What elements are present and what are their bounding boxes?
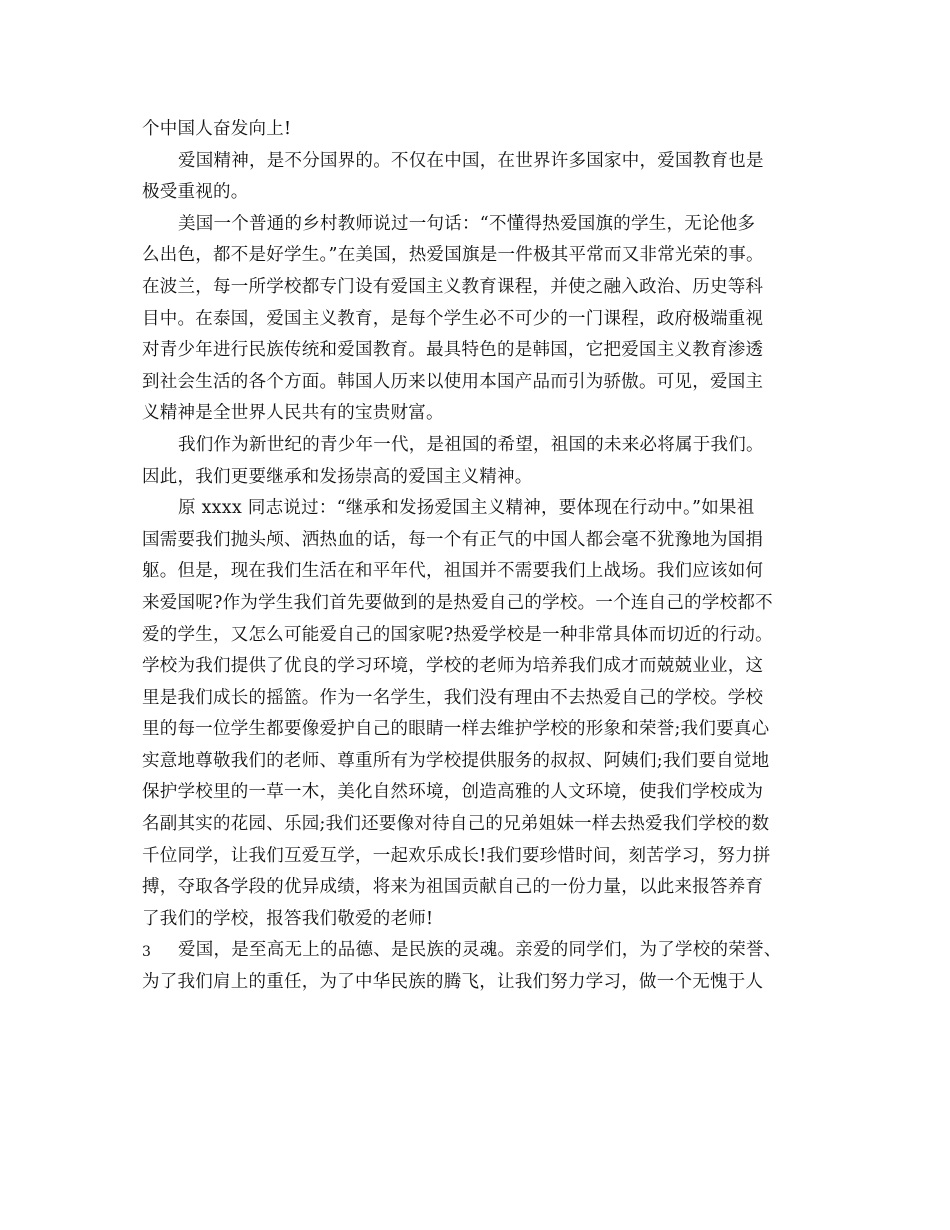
text-line: 到社会生活的各个方面。韩国人历来以使用本国产品而引为骄傲。可见，爱国主 (142, 371, 764, 392)
paragraph-start-line: 爱国，是至高无上的品德、是民族的灵魂。亲爱的同学们，为了学校的荣誉、 (178, 940, 782, 961)
paragraph-start-line: 爱国精神，是不分国界的。不仅在中国，在世界许多国家中，爱国教育也是 (178, 150, 764, 171)
text-line: 学校为我们提供了优良的学习环境，学校的老师为培养我们成才而兢兢业业，这 (142, 656, 764, 677)
text-line: 义精神是全世界人民共有的宝贵财富。 (142, 403, 444, 424)
text-line: 实意地尊敬我们的老师、尊重所有为学校提供服务的叔叔、阿姨们;我们要自觉地 (142, 750, 770, 771)
text-line: 里的每一位学生都要像爱护自己的眼睛一样去维护学校的形象和荣誉;我们要真心 (142, 719, 770, 740)
paragraph-start-line: 我们作为新世纪的青少年一代，是祖国的希望，祖国的未来必将属于我们。 (178, 434, 764, 455)
paragraph-start-line: 原 xxxx 同志说过：“继承和发扬爱国主义精神，要体现在行动中。”如果祖 (178, 498, 755, 519)
text-line: 躯。但是，现在我们生活在和平年代，祖国并不需要我们上战场。我们应该如何 (142, 561, 764, 582)
page-number: 3 (142, 944, 151, 960)
text-line: 了我们的学校，报答我们敬爱的老师! (142, 908, 434, 929)
text-line: 来爱国呢?作为学生我们首先要做到的是热爱自己的学校。一个连自己的学校都不 (142, 592, 773, 613)
text-line: 里是我们成长的摇篮。作为一名学生，我们没有理由不去热爱自己的学校。学校 (142, 687, 764, 708)
text-line: 千位同学，让我们互爱互学，一起欢乐成长!我们要珍惜时间，刻苦学习，努力拼 (142, 845, 771, 866)
text-line: 国需要我们抛头颅、洒热血的话，每一个有正气的中国人都会毫不犹豫地为国捐 (142, 529, 764, 550)
text-line: 爱的学生，又怎么可能爱自己的国家呢?热爱学校是一种非常具体而切近的行动。 (142, 624, 773, 645)
body-text (142, 114, 812, 999)
text-line: 目中。在泰国，爱国主义教育，是每个学生必不可少的一门课程，政府极端重视 (142, 308, 764, 329)
text-line: 搏，夺取各学段的优异成绩，将来为祖国贡献自己的一份力量，以此来报答养育 (142, 877, 764, 898)
text-line: 保护学校里的一草一木，美化自然环境，创造高雅的人文环境，使我们学校成为 (142, 782, 764, 803)
text-line: 为了我们肩上的重任，为了中华民族的腾飞，让我们努力学习，做一个无愧于人 (142, 972, 764, 993)
text-line: 对青少年进行民族传统和爱国教育。最具特色的是韩国，它把爱国主义教育渗透 (142, 340, 764, 361)
paragraph-start-line: 美国一个普通的乡村教师说过一句话：“不懂得热爱国旗的学生，无论他多 (178, 213, 756, 234)
text-line: 名副其实的花园、乐园;我们还要像对待自己的兄弟姐妹一样去热爱我们学校的数 (142, 814, 770, 835)
text-line: 在波兰，每一所学校都专门设有爱国主义教育课程，并使之融入政治、历史等科 (142, 276, 764, 297)
text-line: 个中国人奋发向上! (142, 119, 292, 139)
text-line: 因此，我们更要继承和发扬崇高的爱国主义精神。 (142, 466, 533, 487)
text-line: 么出色，都不是好学生。”在美国，热爱国旗是一件极其平常而又非常光荣的事。 (142, 245, 764, 266)
text-line: 极受重视的。 (142, 182, 249, 203)
